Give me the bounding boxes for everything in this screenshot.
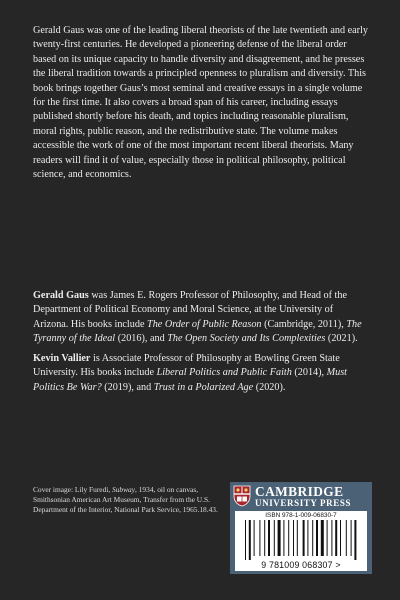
publisher-subname: UNIVERSITY PRESS [255,498,352,508]
bio-text: (2020). [253,381,286,393]
cover-image-credit [33,485,225,516]
barcode-bar [254,520,255,556]
author-name: Gerald Gaus [33,290,89,301]
barcode-bar [335,520,337,556]
barcode-bar [316,520,318,556]
credit-text: Cover image: Lily Furedi, [33,485,113,494]
barcode-bar [327,520,328,556]
barcode-bar [307,520,308,556]
barcode-bar [354,520,356,560]
book-title: Trust in a Polarized Age [153,381,254,393]
barcode-bar [245,520,246,560]
bio-text: (2016), and [115,333,168,345]
university-crest-icon [233,485,251,507]
book-title: The Open Society and Its Complexities [167,333,326,345]
barcode-bar [346,520,347,556]
isbn: ISBN 978-1-009-06830-7 [265,512,337,519]
barcode-bar [331,520,332,556]
barcode-bar [303,520,305,556]
author-name: Kevin Vallier [33,353,91,364]
bio-text: (2019), and [101,381,154,393]
barcode-bar [274,520,275,556]
barcode-bar [321,520,324,556]
bio-text: (2021). [325,333,358,345]
barcode-bar [297,520,298,556]
barcode-bar [312,520,313,556]
book-title: The Tyranny of the Ideal [33,318,362,345]
barcode-bar [351,520,352,556]
barcode-bar [249,520,251,560]
barcode-bar [268,520,270,556]
bio-text: (2014), [291,367,327,379]
barcode-bar [278,520,281,556]
barcode-panel [235,511,367,571]
publisher-name: CAMBRIDGE [255,484,344,499]
barcode [239,520,363,562]
book-description: Gerald Gaus was one of the leading liberal theorists of the late twentieth and early twenty-first centuries. He developed a pioneering defense of the liberal order based on its unique capacity to handle diversity and disagreement, and he presses the liberal tradition towards a principled openness to pluralism and diversity. This book brings together Gaus’s most seminal and creative essays in a single volume for the first time. It also covers a broad span of his career, including essays published shortly before his death, and topics including reasonable pluralism, moral rights, public reason, and the redistributive state. The volume makes accessible the work of one of the most important recent liberal theorists. Many readers will find it of value, especially those in political philosophy, political science, and economics. [33,25,368,181]
artwork-title: Subway [112,485,136,494]
book-title: Must Politics Be War? [33,367,348,393]
book-title: Liberal Politics and Public Faith [156,367,292,379]
barcode-bar [340,520,341,556]
bio-text: was James E. Rogers Professor of Philosophy, and Head of the Department of Political Economy and Moral Science, at the University of Arizona. His books include [33,290,347,330]
barcode-bar [264,520,265,556]
credit-text: , 1934, oil on canvas, Smithsonian American Art Museum, Transfer from the U.S. Department of the Interior, National Park Service, 1965.18.43. [33,485,218,515]
publisher-block [230,482,372,574]
barcode-bar [283,520,284,556]
author-bio-vallier [33,352,369,395]
author-bio-gaus [33,289,369,347]
barcode-bar [259,520,260,556]
book-title: The Order of Public Reason [147,318,262,330]
bio-text: (Cambridge, 2011), [261,318,347,330]
barcode-digits: 9 781009 068307 > [261,560,341,570]
barcode-bar [288,520,289,556]
barcode-bar [293,520,294,556]
bio-text: is Associate Professor of Philosophy at Bowling Green State University. His books include [33,353,340,379]
